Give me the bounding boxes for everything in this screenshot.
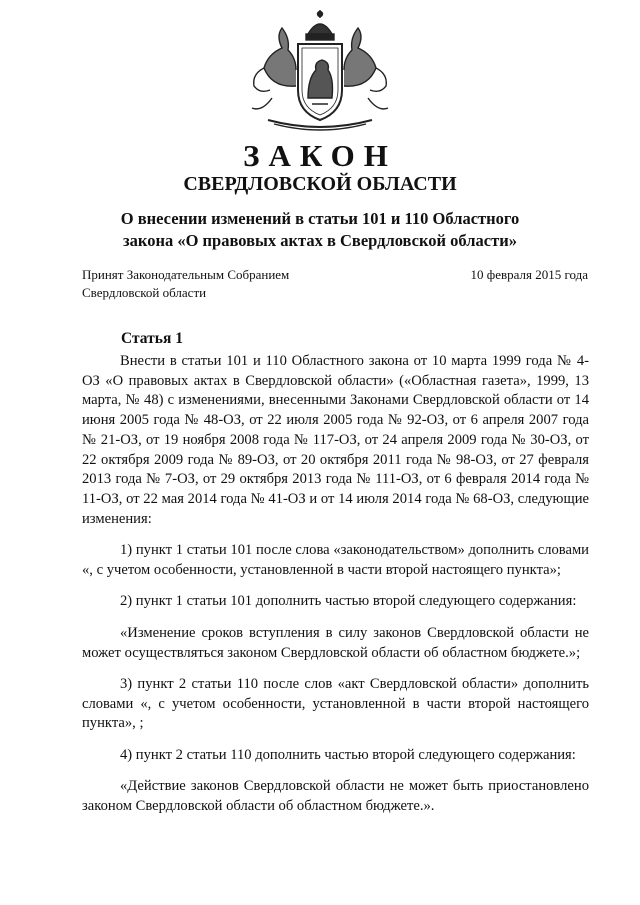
article-paragraph: 2) пункт 1 статьи 101 дополнить частью второй следующего содержания: — [120, 593, 577, 610]
article-paragraph: Внести в статьи 101 и 110 Областного закона от 10 марта 1999 года № 4-ОЗ «О правовых актах в Свердловской области» («Областная газета», 1999, 13 марта, № 48) с изменениями, внесенными Законами Свердловской области от 14 июня 2005 года № 48-ОЗ, от 22 июля 2005 года № 92-ОЗ, от 6 апреля 2007 года № 21-ОЗ, от 19 ноября 2008 года № 117-ОЗ, от 24 апреля 2009 года № 30-ОЗ, от 22 октября 2009 года № 89-ОЗ, от 20 октября 2011 года № 98-ОЗ, от 27 февраля 2013 года № 7-ОЗ, от 29 октября 2013 года № 111-ОЗ, от 6 февраля 2014 года № 11-ОЗ, от 22 мая 2014 года № 41-ОЗ и от 14 июля 2014 года № 68-ОЗ, следующие изменения: — [82, 353, 589, 527]
adopted-by-line: Свердловской области — [82, 285, 207, 300]
law-title-line: закона «О правовых актах в Свердловской области» — [123, 231, 517, 250]
adoption-date: 10 февраля 2015 года — [470, 267, 588, 282]
article-paragraph: «Изменение сроков вступления в силу законов Свердловской области не может осуществляться законом Свердловской области об областном бюджете.»; — [82, 624, 589, 661]
law-title — [60, 208, 580, 252]
article-heading: Статья 1 — [121, 330, 183, 347]
law-title-line: О внесении изменений в статьи 101 и 110 Областного — [120, 209, 520, 228]
adopted-by-line: Принят Законодательным Собранием — [82, 267, 290, 282]
article-paragraph: 3) пункт 2 статьи 110 после слов «акт Свердловской области» дополнить словами «, с учетом особенности, установленной в части второй настоящего пункта», ; — [82, 676, 589, 732]
article-paragraph: 1) пункт 1 статьи 101 после слова «законодательством» дополнить словами «, с учетом особенности, установленной в части второй настоящего пункта»; — [82, 542, 589, 578]
article-paragraph: «Действие законов Свердловской области не может быть приостановлено законом Свердловской области об областном бюджете.». — [82, 778, 589, 815]
coat-of-arms-icon — [242, 8, 398, 136]
document-title: ЗАКОН — [243, 138, 397, 173]
adopted-by — [82, 266, 342, 302]
article-body — [82, 352, 589, 817]
article-paragraph: 4) пункт 2 статьи 110 дополнить частью второй следующего содержания: — [120, 746, 576, 763]
document-subtitle: СВЕРДЛОВСКОЙ ОБЛАСТИ — [183, 173, 457, 195]
